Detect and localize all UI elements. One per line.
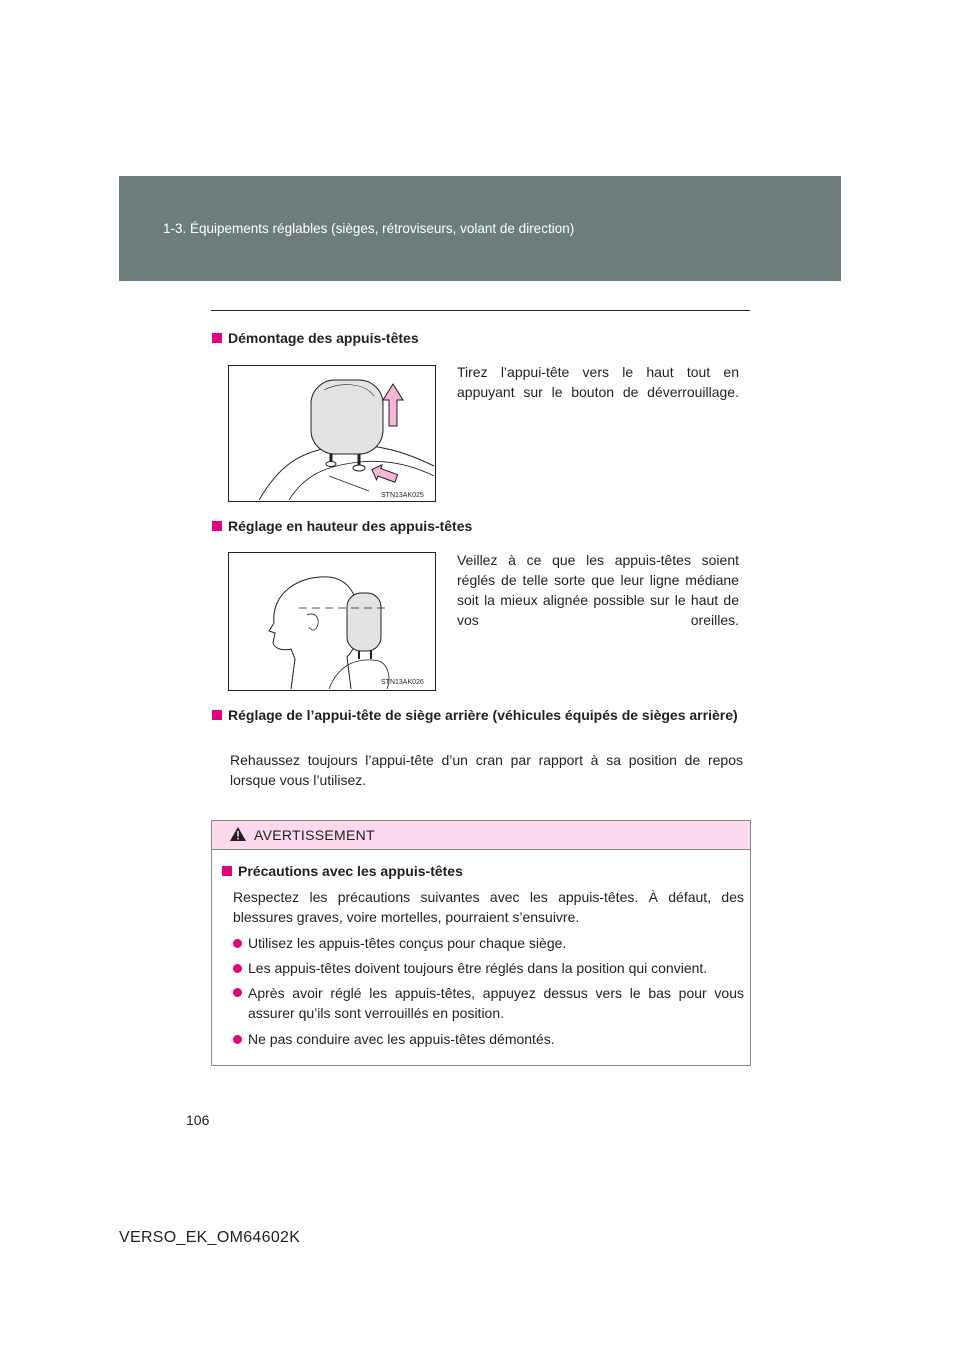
round-bullet-icon xyxy=(233,964,242,973)
round-bullet-icon xyxy=(233,939,242,948)
figure-code: STN13AK026 xyxy=(381,679,424,686)
square-bullet-icon xyxy=(212,333,222,343)
warning-item: Utilisez les appuis-têtes conçus pour chaque siège. xyxy=(233,933,744,953)
section-title-rear-headrest: Réglage de l’appui-tête de siège arrière (véhicules équipés de sièges arrière) xyxy=(212,705,744,725)
round-bullet-icon xyxy=(233,988,242,997)
removal-instruction: Tirez l’appui-tête vers le haut tout en appuyant sur le bouton de déverrouillage. xyxy=(457,364,739,400)
document-code: VERSO_EK_OM64602K xyxy=(119,1229,301,1246)
figure-headrest-height xyxy=(228,552,436,691)
chapter-title: 1-3. Équipements réglables (sièges, rétroviseurs, volant de direction) xyxy=(163,221,575,236)
warning-header xyxy=(212,821,750,850)
height-instruction: Veillez à ce que les appuis-têtes soient réglés de telle sorte que leur ligne médiane soit la mieux alignée possible sur le haut de vos oreilles. xyxy=(457,552,739,628)
warning-label: AVERTISSEMENT xyxy=(254,827,375,843)
headrest-removal-illustration xyxy=(229,366,435,501)
page-number: 106 xyxy=(186,1112,210,1128)
warning-title: Précautions avec les appuis-têtes xyxy=(222,863,463,879)
square-bullet-icon xyxy=(222,866,232,876)
warning-triangle-icon xyxy=(229,826,247,842)
square-bullet-icon xyxy=(212,521,222,531)
warning-item: Les appuis-têtes doivent toujours être réglés dans la position qui convient. xyxy=(233,958,744,978)
figure-code: STN13AK025 xyxy=(381,492,424,499)
warning-item: Après avoir réglé les appuis-têtes, appuyez dessus vers le bas pour vous assurer qu’ils sont verrouillés en position. xyxy=(233,983,744,1023)
warning-box xyxy=(211,820,751,1066)
top-rule xyxy=(211,310,750,311)
section-title-height-adjust: Réglage en hauteur des appuis-têtes xyxy=(212,516,472,536)
rear-headrest-instruction: Rehaussez toujours l’appui-tête d’un cran par rapport à sa position de repos lorsque vous l’utilisez. xyxy=(230,752,743,788)
round-bullet-icon xyxy=(233,1035,242,1044)
chapter-header-band xyxy=(119,176,841,281)
figure-headrest-removal xyxy=(228,365,436,502)
section-title-removal: Démontage des appuis-têtes xyxy=(212,328,419,348)
warning-intro: Respectez les précautions suivantes avec les appuis-têtes. À défaut, des blessures graves, voire mortelles, pourraient s’ensuivre. xyxy=(233,889,744,925)
warning-item: Ne pas conduire avec les appuis-têtes démontés. xyxy=(233,1029,744,1049)
square-bullet-icon xyxy=(212,710,222,720)
headrest-height-illustration xyxy=(229,553,435,690)
